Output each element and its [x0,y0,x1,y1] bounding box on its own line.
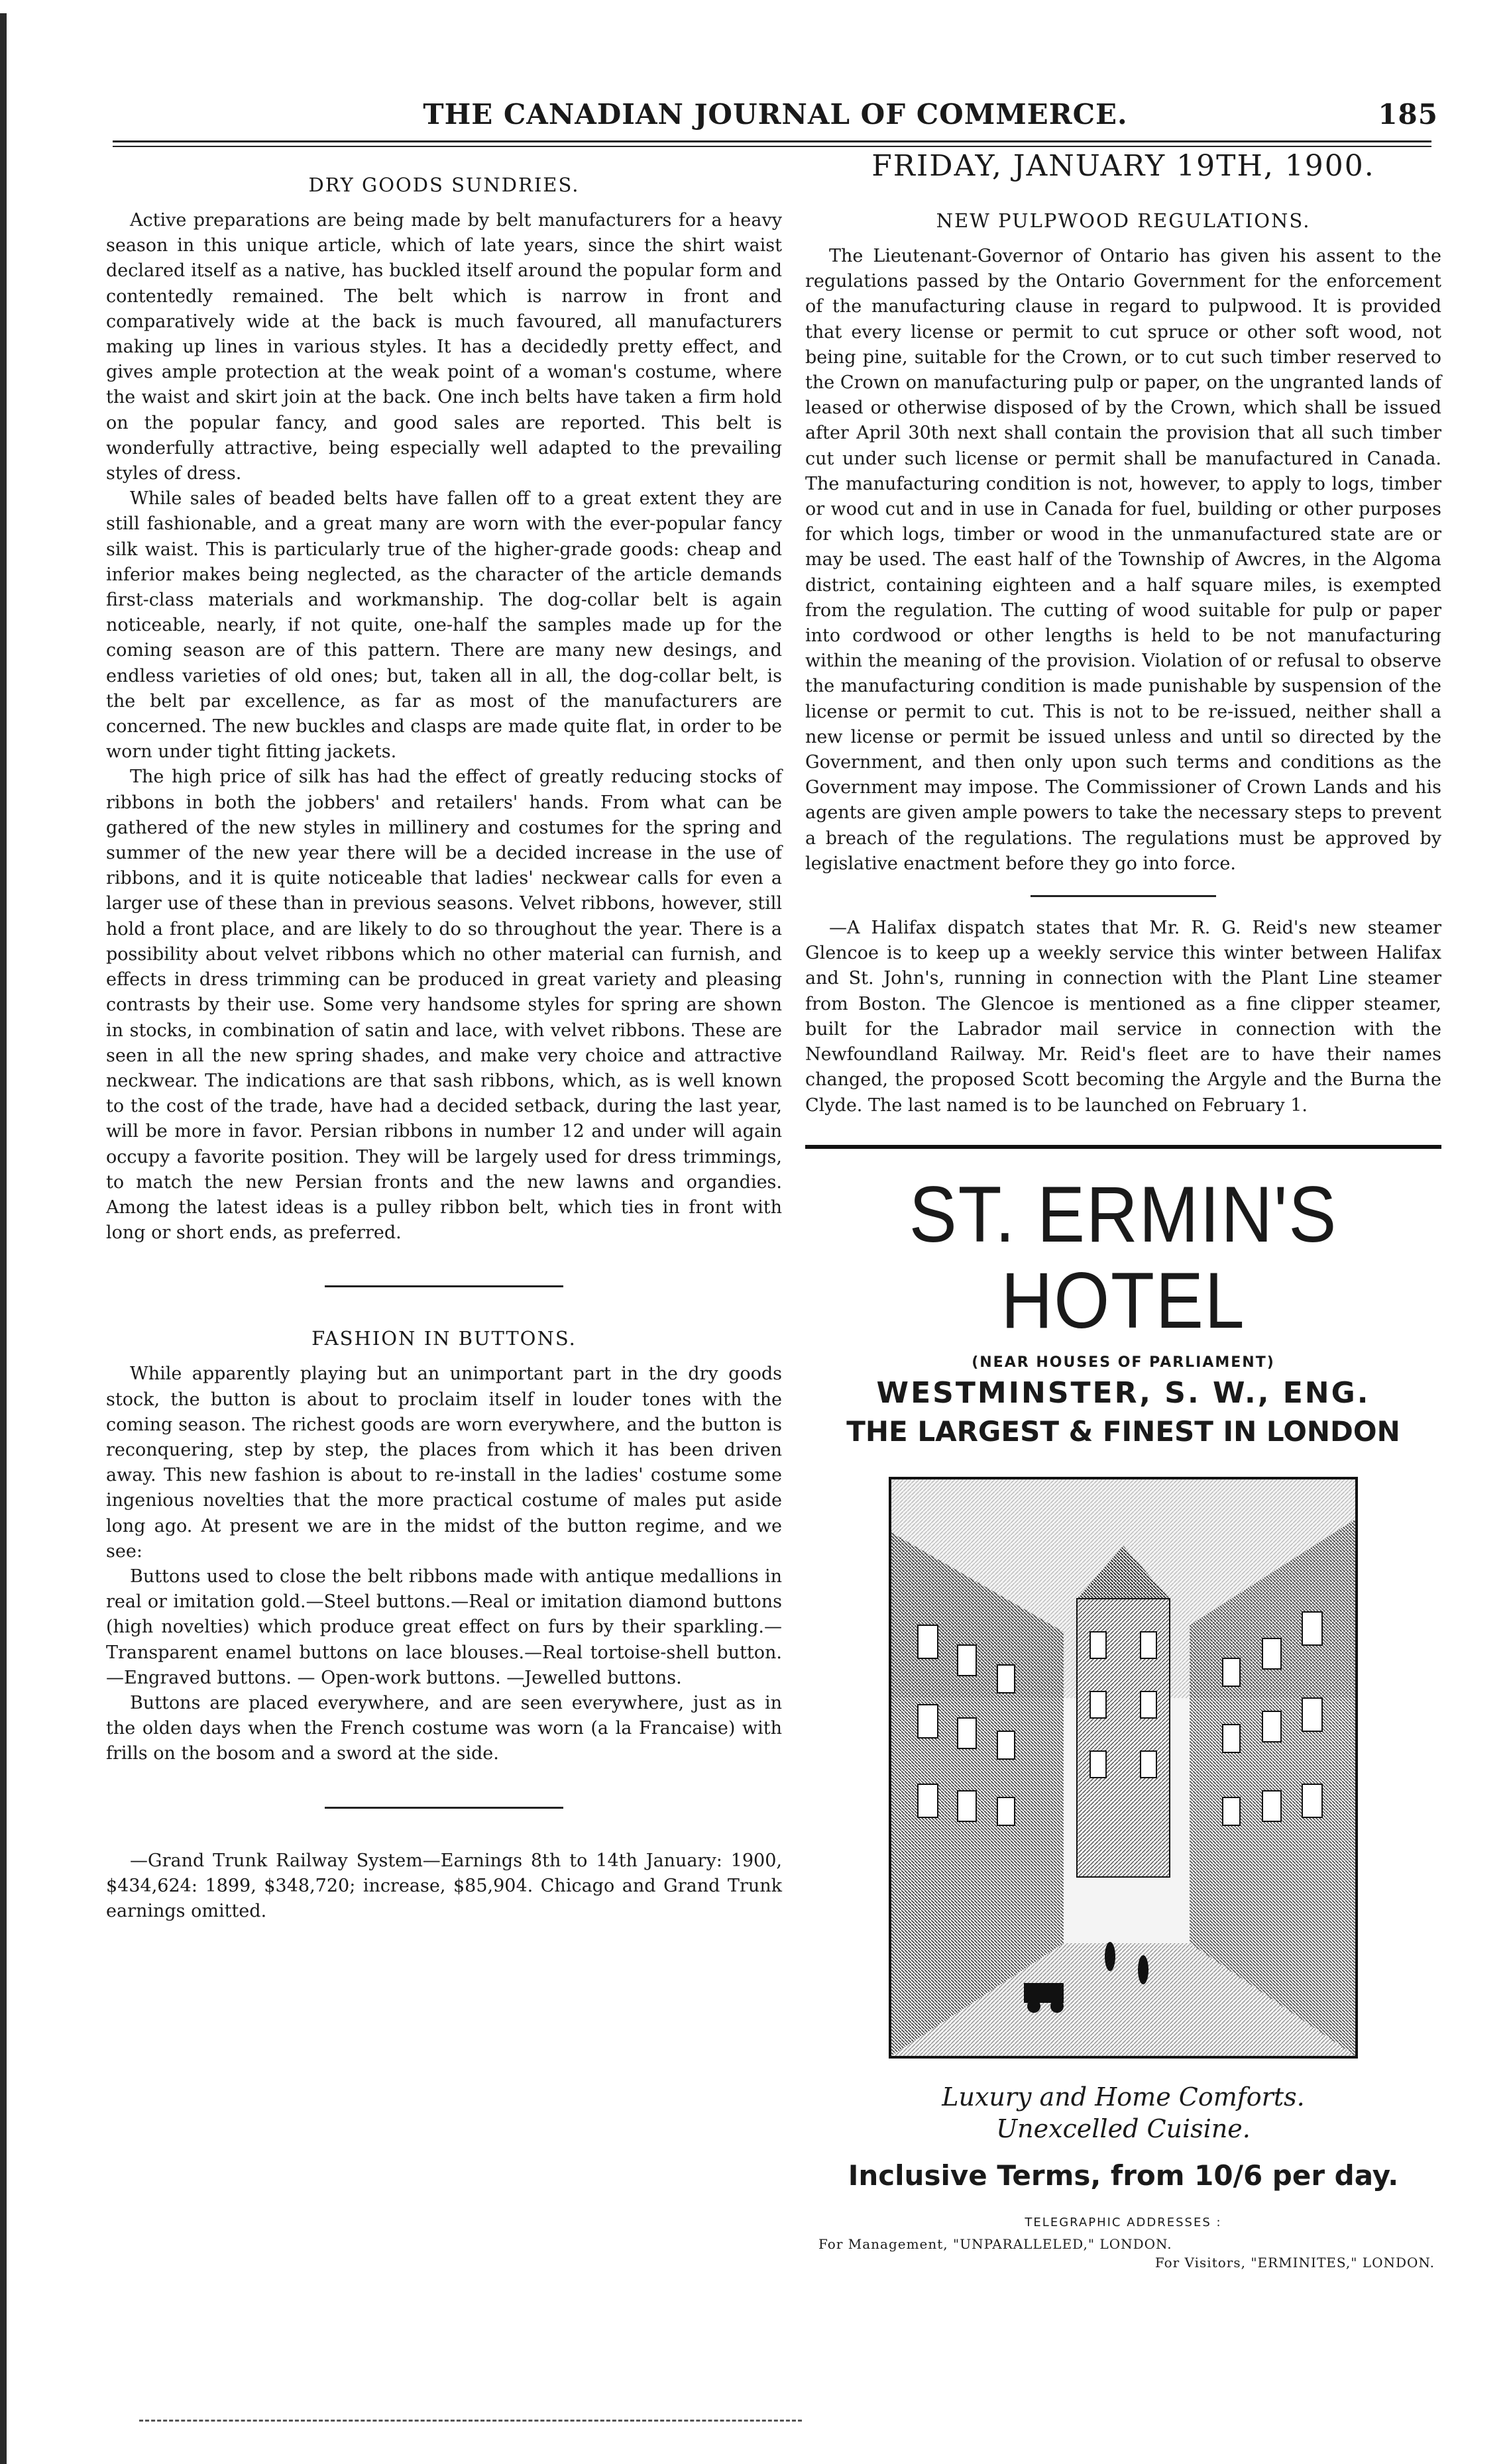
right-column [805,149,1441,2271]
buttons-heading: FASHION IN BUTTONS. [311,1327,577,1350]
footer-dashed-rule [139,2418,802,2422]
grand-trunk-note: —Grand Trunk Railway System—Earnings 8th to 14th January: 1900, $434,624: 1899, $348,720; increase, $85,904. Chicago and Grand Trunk earnings omitted. [106,1850,782,1921]
dry-goods-para-2: While sales of beaded belts have fallen off to a great extent they are still fashionable, and a great many are worn with the ever-popular fancy silk waist. This is particularly true of the higher-grade goods: cheap and inferior makes being neglected, as the character of the article demands first-class materials and workmanship. The dog-collar belt is again noticeable, nearly, if not quite, one-half the samples made up for the coming season are of this pattern. There are many new desings, and endless varieties of old ones; but, taken all in all, the dog-collar belt, is the belt par excellence, as far as most of the manufacturers are concerned. The new buckles and clasps are made quite flat, in order to be worn under tight fitting jackets. [106,488,782,763]
header-rule-thin [113,146,1431,147]
section-divider [325,1807,563,1809]
telegraphic-heading: TELEGRAPHIC ADDRESSES : [1025,2215,1222,2229]
dry-goods-para-3: The high price of silk has had the effect of greatly reducing stocks of ribbons in both the jobbers' and retailers' hands. From what can be gathered of the new styles in millinery and costumes for the spring and summer of the new year there will be a decided increase in the use of ribbons, and it is quite noticeable that ladies' neckwear calls for even a larger use of these than in previous seasons. Velvet ribbons, however, still hold a front place, and are likely to do so throughout the year. There is a possibility about velvet ribbons which no other material can furnish, and effects in dress trimming can be produced in great variety and pleasing contrasts by their use. Some very handsome styles for spring are shown in stocks, in combination of satin and lace, with velvet ribbons. These are seen in all the new spring shades, and make very choice and attractive neckwear. The indications are that sash ribbons, which, as is well known to the cost of the trade, have had a decided setback, during the last year, will be more in favor. Persian ribbons in number 12 and under will again occupy a favorite position. They will be largely used for dress trimmings, to match the new Persian fronts and the new lawns and organdies. Among the latest ideas is a pulley ribbon belt, which ties in front with long or short ends, as preferred. [106,767,782,1244]
hotel-luxury: Luxury and Home Comforts. [942,2082,1305,2112]
running-head [113,98,1438,138]
section-divider [1031,895,1216,897]
buttons-para-1: While apparently playing but an unimportant part in the dry goods stock, the button is about to proclaim itself in louder tones with the coming season. The richest goods are worn everywhere, and the button is reconquering, step by step, the places from which it has been driven away. This new fashion is about to re-install in the ladies' costume some ingenious novelties that the more practical costume of males put aside long ago. At present we are in the midst of the button regime, and we see: [106,1364,782,1562]
ad-top-rule [805,1145,1441,1149]
issue-date: FRIDAY, JANUARY 19TH, 1900. [871,149,1375,183]
page-edge-shadow [0,13,7,2464]
buttons-para-3: Buttons are placed everywhere, and are seen everywhere, just as in the olden days when the French costume was worn (a la Francaise) with frills on the bosom and a sword at the side. [106,1692,782,1764]
pulpwood-heading: NEW PULPWOOD REGULATIONS. [936,209,1311,232]
street-scene-illustration [891,1479,1355,2056]
address-visitors: For Visitors, "ERMINITES," LONDON. [1154,2254,1435,2271]
address-management: For Management, "UNPARALLELED," LONDON. [818,2235,1172,2252]
hotel-terms: Inclusive Terms, from 10/6 per day. [848,2159,1399,2192]
section-divider [325,1285,563,1287]
page-number: 185 [1378,98,1438,131]
dry-goods-para-1: Active preparations are being made by belt manufacturers for a heavy season in this unique article, which of late years, since the shirt waist declared itself as a native, has buckled itself around the popular form and contentedly remained. The belt which is narrow in front and comparatively wide at the back is much favoured, all manufacturers making up lines in various styles. It has a decidedly pretty effect, and gives ample protection at the weak point of a woman's costume, where the waist and skirt join at the back. One inch belts have taken a firm hold on the popular fancy, and good sales are reported. This belt is wonderfully attractive, being especially well adapted to the prevailing styles of dress. [106,210,782,484]
hotel-advertisement [805,1171,1441,2271]
hotel-tagline: THE LARGEST & FINEST IN LONDON [846,1415,1400,1448]
journal-title: THE CANADIAN JOURNAL OF COMMERCE. [423,98,1128,131]
dry-goods-heading: DRY GOODS SUNDRIES. [308,174,580,196]
hotel-cuisine: Unexcelled Cuisine. [996,2114,1251,2143]
header-rule [113,140,1431,142]
hotel-location: WESTMINSTER, S. W., ENG. [876,1375,1370,1410]
left-column [106,159,782,1924]
pulpwood-para: The Lieutenant-Governor of Ontario has given his assent to the regulations passed by the Ontario Government for the enforcement of the manufacturing clause in regard to pulpwood. It is provided that every license or permit to cut spruce or other soft wood, not being pine, suitable for the Crown, or to cut such timber reserved to the Crown on manufacturing pulp or paper, on the ungranted lands of leased or otherwise disposed of by the Crown, which shall be issued after April 30th next shall contain the provision that all such timber cut under such license or permit shall be manufactured in Canada. The manufacturing condition is not, however, to apply to logs, timber or wood cut and in use in Canada for fuel, building or other purposes for which logs, timber or wood in the unmanufactured state are or may be used. The east half of the Township of Awcres, in the Algoma district, containing eighteen and a half square miles, is exempted from the regulation. The cutting of wood suitable for pulp or paper into cordwood or other lengths is held to be not manufacturing within the meaning of the provision. Violation of or refusal to observe the manufacturing condition is made punishable by suspension of the license or permit to cut. This is not to be re-issued, neither shall a new license or permit be issued unless and until so directed by the Government, and then only upon such terms and conditions as the Government may impose. The Commissioner of Crown Lands and his agents are given ample powers to take the necessary steps to prevent a breach of the regulations. The regulations must be approved by legislative enactment before they go into force. [805,246,1441,874]
hotel-near: (NEAR HOUSES OF PARLIAMENT) [972,1354,1275,1371]
halifax-note: —A Halifax dispatch states that Mr. R. G. Reid's new steamer Glencoe is to keep up a weekly service this winter between Halifax and St. John's, running in connection with the Plant Line steamer from Boston. The Glencoe is mentioned as a fine clipper steamer, built for the Labrador mail service in connection with the Newfoundland Railway. Mr. Reid's fleet are to have their names changed, the proposed Scott becoming the Argyle and the Burna the Clyde. The last named is to be launched on February 1. [805,918,1441,1116]
hotel-engraving-image [889,1477,1358,2059]
buttons-para-2: Buttons used to close the belt ribbons made with antique medallions in real or imitation gold.—Steel buttons.—Real or imitation diamond buttons (high novelties) which produce great effect on furs by their sparkling.—Transparent enamel buttons on lace blouses.—Real tortoise-shell button.—Engraved buttons. — Open-work buttons. —Jewelled buttons. [106,1566,782,1688]
hotel-name: ST. ERMIN'S HOTEL [909,1169,1338,1345]
